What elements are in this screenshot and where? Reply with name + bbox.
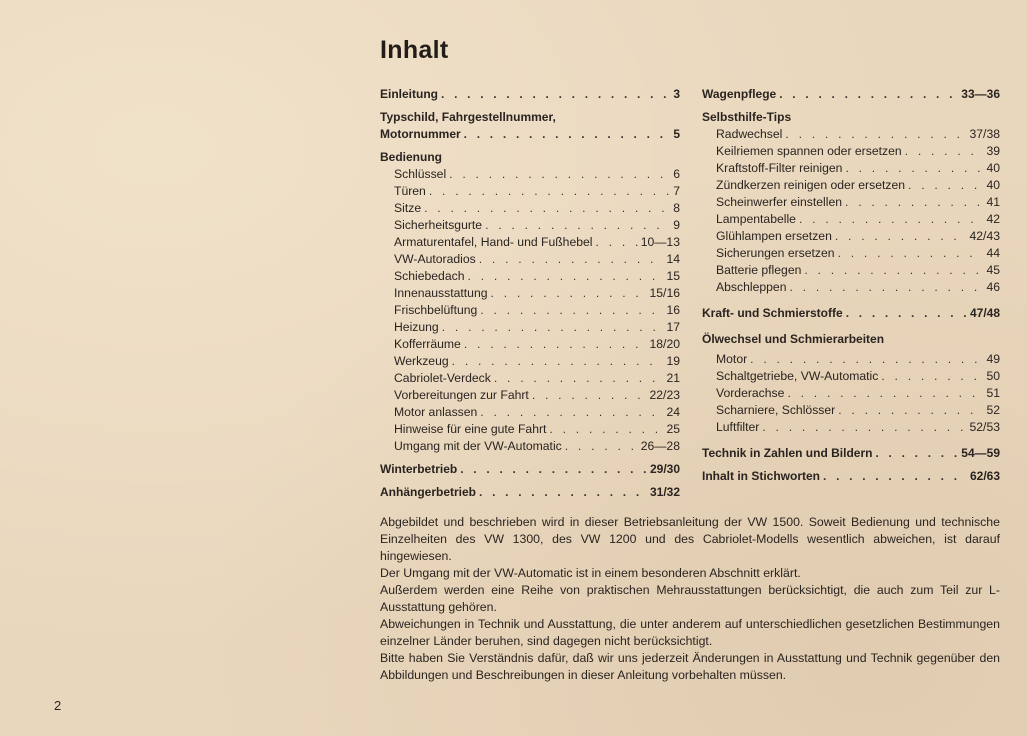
toc-entry-page: 8 xyxy=(673,201,680,215)
toc-entry-title: Radwechsel xyxy=(716,127,783,141)
toc-entry-page: 3 xyxy=(673,87,680,101)
toc-entry xyxy=(380,387,680,404)
toc-entry xyxy=(702,211,1000,228)
toc-leader-dots xyxy=(441,86,670,103)
toc-entry-technik xyxy=(702,445,1000,462)
toc-entry-typschild-line1: Typschild, Fahrgestellnummer, xyxy=(380,110,556,124)
toc-leader-dots xyxy=(565,438,638,455)
toc-entry-title: Scharniere, Schlösser xyxy=(716,403,836,417)
toc-entry-title: Kofferräume xyxy=(394,337,461,351)
toc-entry-title: VW-Autoradios xyxy=(394,252,476,266)
toc-entry-page: 18/20 xyxy=(649,337,680,351)
toc-leader-dots xyxy=(480,404,663,421)
toc-leader-dots xyxy=(485,217,670,234)
toc-entry-page: 52/53 xyxy=(969,420,1000,434)
toc-entry-title: Heizung xyxy=(394,320,439,334)
toc-entry-page: 50 xyxy=(986,369,1000,383)
toc-leader-dots xyxy=(467,268,663,285)
toc-entry-page: 40 xyxy=(986,161,1000,175)
toc-right-column xyxy=(702,86,1000,485)
note-paragraph: Der Umgang mit der VW-Automatic ist in einem besonderen Abschnitt erklärt. xyxy=(380,566,801,580)
toc-leader-dots xyxy=(460,461,647,478)
toc-entry-title: Vorderachse xyxy=(716,386,785,400)
toc-entry xyxy=(380,285,680,302)
toc-entry-page: 40 xyxy=(986,178,1000,192)
toc-entry xyxy=(380,353,680,370)
toc-entry-title: Kraftstoff-Filter reinigen xyxy=(716,161,843,175)
toc-entry-title: Batterie pflegen xyxy=(716,263,802,277)
toc-entry-title: Sicherheitsgurte xyxy=(394,218,483,232)
toc-leader-dots xyxy=(799,211,983,228)
notes-block xyxy=(380,514,1000,684)
toc-entry-page: 39 xyxy=(986,144,1000,158)
toc-entry-title: Abschleppen xyxy=(716,280,787,294)
toc-entry-winterbetrieb xyxy=(380,461,680,478)
toc-entry-anhaengerbetrieb xyxy=(380,484,680,501)
toc-entry-title: Sitze xyxy=(394,201,422,215)
toc-oelwechsel-list xyxy=(702,351,1000,436)
toc-entry xyxy=(702,160,1000,177)
toc-leader-dots xyxy=(750,351,983,368)
toc-entry-stichworte xyxy=(702,468,1000,485)
toc-leader-dots xyxy=(464,126,671,143)
toc-entry xyxy=(380,404,680,421)
toc-entry-page: 15 xyxy=(666,269,680,283)
toc-entry-page: 14 xyxy=(666,252,680,266)
toc-entry-page: 7 xyxy=(673,184,680,198)
toc-leader-dots xyxy=(532,387,647,404)
toc-leader-dots xyxy=(838,245,984,262)
toc-leader-dots xyxy=(875,445,958,462)
toc-entry-title: Zündkerzen reinigen oder ersetzen xyxy=(716,178,906,192)
note-paragraph: Abgebildet und beschrieben wird in dieser Betriebsanleitung der VW 1500. Soweit Bedienung und technische Einzelheiten des VW 1300, des VW 1200 und des Cabriolet-Modells wesentlich abweichen, ist darauf hingewiesen. xyxy=(380,515,1000,563)
note-paragraph: Außerdem werden eine Reihe von praktischen Mehrausstattungen berücksichtigt, die auch zum Teil zur L-Ausstattung gehören. xyxy=(380,583,1000,614)
toc-leader-dots xyxy=(835,228,967,245)
page-title: Inhalt xyxy=(380,36,449,64)
toc-entry-title: Umgang mit der VW-Automatic xyxy=(394,439,562,453)
toc-entry xyxy=(380,200,680,217)
toc-left-column xyxy=(380,86,680,501)
toc-selbsthilfe-list xyxy=(702,126,1000,296)
toc-entry xyxy=(380,319,680,336)
toc-entry-title: Winterbetrieb xyxy=(380,462,458,476)
toc-bedienung-list xyxy=(380,166,680,455)
toc-entry xyxy=(702,143,1000,160)
toc-entry xyxy=(702,279,1000,296)
toc-entry xyxy=(702,126,1000,143)
toc-entry-title: Inhalt in Stichworten xyxy=(702,469,821,483)
toc-entry xyxy=(380,234,680,251)
toc-entry-title: Schlüssel xyxy=(394,167,447,181)
toc-entry-title: Luftfilter xyxy=(716,420,760,434)
toc-entry-page: 41 xyxy=(986,195,1000,209)
toc-leader-dots xyxy=(785,126,966,143)
toc-entry-einleitung xyxy=(380,86,680,103)
toc-entry-title: Motor xyxy=(716,352,748,366)
toc-leader-dots xyxy=(804,262,983,279)
toc-entry-title: Schaltgetriebe, VW-Automatic xyxy=(716,369,879,383)
toc-leader-dots xyxy=(464,336,647,353)
toc-leader-dots xyxy=(449,166,670,183)
toc-leader-dots xyxy=(762,419,966,436)
toc-entry-title: Armaturentafel, Hand- und Fußhebel xyxy=(394,235,593,249)
toc-entry-title: Kraft- und Schmierstoffe xyxy=(702,306,843,320)
toc-leader-dots xyxy=(787,385,983,402)
toc-entry-page: 21 xyxy=(666,371,680,385)
toc-leader-dots xyxy=(549,421,663,438)
toc-entry-page: 25 xyxy=(666,422,680,436)
toc-entry-page: 31/32 xyxy=(649,485,680,499)
toc-leader-dots xyxy=(905,143,984,160)
toc-leader-dots xyxy=(596,234,638,251)
toc-entry-title: Glühlampen ersetzen xyxy=(716,229,832,243)
toc-entry-page: 54—59 xyxy=(961,446,1000,460)
toc-heading-oelwechsel: Ölwechsel und Schmierarbeiten xyxy=(702,332,885,346)
toc-entry-page: 49 xyxy=(986,352,1000,366)
toc-entry xyxy=(702,419,1000,436)
toc-entry-page: 22/23 xyxy=(649,388,680,402)
toc-leader-dots xyxy=(494,370,664,387)
toc-entry xyxy=(702,385,1000,402)
toc-leader-dots xyxy=(479,484,647,501)
toc-entry-title: Motor anlassen xyxy=(394,405,478,419)
toc-entry-page: 47/48 xyxy=(969,306,1000,320)
toc-leader-dots xyxy=(789,279,983,296)
toc-entry xyxy=(380,336,680,353)
toc-entry-title: Sicherungen ersetzen xyxy=(716,246,835,260)
toc-entry xyxy=(702,402,1000,419)
toc-entry-title: Innenausstattung xyxy=(394,286,488,300)
toc-entry-page: 6 xyxy=(673,167,680,181)
toc-entry xyxy=(702,245,1000,262)
toc-leader-dots xyxy=(491,285,647,302)
note-paragraph: Abweichungen in Technik und Ausstattung, die unter anderem auf unterschiedlichen gesetzlichen Bestimmungen einzelner Länder beruhen, sind dagegen nicht berücksichtigt. xyxy=(380,617,1000,648)
toc-entry-wagenpflege xyxy=(702,86,1000,103)
toc-leader-dots xyxy=(442,319,664,336)
toc-entry-title: Technik in Zahlen und Bildern xyxy=(702,446,873,460)
toc-entry xyxy=(380,166,680,183)
toc-leader-dots xyxy=(823,468,967,485)
toc-leader-dots xyxy=(424,200,670,217)
toc-entry-page: 33—36 xyxy=(961,87,1000,101)
toc-entry-page: 52 xyxy=(986,403,1000,417)
page-number: 2 xyxy=(54,698,62,713)
toc-entry xyxy=(702,368,1000,385)
toc-entry-page: 45 xyxy=(986,263,1000,277)
toc-entry-typschild xyxy=(380,126,680,143)
toc-entry-title: Cabriolet-Verdeck xyxy=(394,371,491,385)
toc-entry xyxy=(380,183,680,200)
toc-leader-dots xyxy=(429,183,670,200)
toc-entry-title: Schiebedach xyxy=(394,269,465,283)
toc-entry-title: Türen xyxy=(394,184,426,198)
note-paragraph: Bitte haben Sie Verständnis dafür, daß wir uns jederzeit Änderungen in Ausstattung und Technik gegenüber den Abbildungen und Beschreibungen in dieser Anleitung vorbehalten müssen. xyxy=(380,651,1000,682)
toc-entry xyxy=(702,351,1000,368)
toc-entry-title: Hinweise für eine gute Fahrt xyxy=(394,422,547,436)
toc-entry-page: 26—28 xyxy=(640,439,680,453)
toc-entry-kraftstoffe xyxy=(702,305,1000,322)
toc-entry xyxy=(380,251,680,268)
toc-heading-bedienung: Bedienung xyxy=(380,150,442,164)
toc-entry-title: Werkzeug xyxy=(394,354,449,368)
toc-leader-dots xyxy=(881,368,983,385)
toc-entry-page: 24 xyxy=(666,405,680,419)
toc-entry-page: 44 xyxy=(986,246,1000,260)
toc-entry xyxy=(380,370,680,387)
toc-leader-dots xyxy=(480,302,663,319)
toc-leader-dots xyxy=(452,353,664,370)
toc-entry-page: 51 xyxy=(986,386,1000,400)
toc-entry-title: Einleitung xyxy=(380,87,438,101)
toc-entry xyxy=(702,194,1000,211)
toc-leader-dots xyxy=(846,305,967,322)
toc-heading-selbsthilfe: Selbsthilfe-Tips xyxy=(702,110,792,124)
toc-entry-title: Keilriemen spannen oder ersetzen xyxy=(716,144,902,158)
toc-entry-page: 16 xyxy=(666,303,680,317)
toc-entry-page: 19 xyxy=(666,354,680,368)
toc-entry-page: 37/38 xyxy=(969,127,1000,141)
toc-entry-page: 42 xyxy=(986,212,1000,226)
toc-leader-dots xyxy=(779,86,958,103)
toc-entry-page: 62/63 xyxy=(969,469,1000,483)
toc-entry xyxy=(380,302,680,319)
toc-entry-page: 29/30 xyxy=(649,462,680,476)
toc-entry-title: Vorbereitungen zur Fahrt xyxy=(394,388,529,402)
toc-entry-title: Frischbelüftung xyxy=(394,303,478,317)
toc-entry xyxy=(380,421,680,438)
toc-leader-dots xyxy=(908,177,983,194)
toc-entry-title: Motornummer xyxy=(380,127,461,141)
toc-entry xyxy=(380,438,680,455)
toc-entry xyxy=(380,217,680,234)
toc-entry xyxy=(702,262,1000,279)
toc-entry-page: 46 xyxy=(986,280,1000,294)
toc-entry-page: 10—13 xyxy=(640,235,680,249)
toc-entry-page: 15/16 xyxy=(649,286,680,300)
toc-leader-dots xyxy=(838,402,983,419)
toc-entry-page: 42/43 xyxy=(969,229,1000,243)
toc-entry xyxy=(702,177,1000,194)
toc-entry-title: Anhängerbetrieb xyxy=(380,485,477,499)
toc-entry-title: Scheinwerfer einstellen xyxy=(716,195,843,209)
toc-entry-title: Wagenpflege xyxy=(702,87,777,101)
toc-entry-page: 9 xyxy=(673,218,680,232)
toc-entry xyxy=(380,268,680,285)
toc-entry-title: Lampentabelle xyxy=(716,212,796,226)
toc-entry-page: 17 xyxy=(666,320,680,334)
toc-leader-dots xyxy=(845,194,983,211)
toc-leader-dots xyxy=(845,160,983,177)
toc-entry xyxy=(702,228,1000,245)
toc-leader-dots xyxy=(479,251,664,268)
toc-entry-page: 5 xyxy=(673,127,680,141)
